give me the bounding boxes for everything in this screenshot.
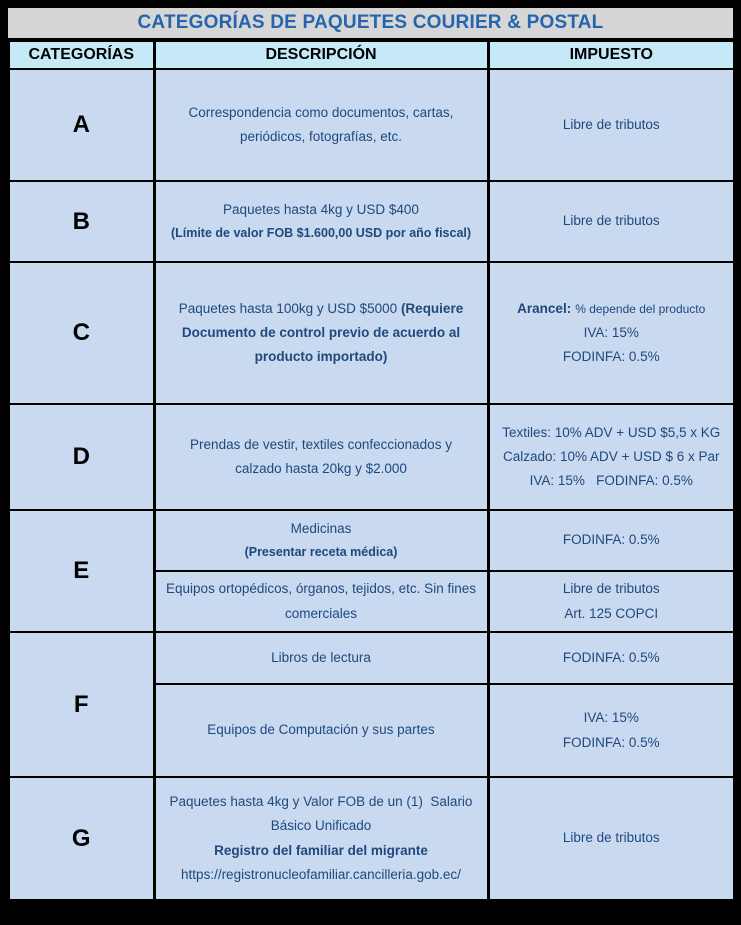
description-cell-e1: [154, 510, 488, 571]
description-cell-f2: [154, 684, 488, 777]
description-cell-e2: [154, 571, 488, 632]
description-text: Libros de lectura: [271, 649, 371, 665]
header-row: [9, 41, 734, 69]
description-text: Paquetes hasta 4kg y USD $400: [223, 202, 419, 218]
row-category-c: [9, 262, 734, 404]
tax-label: Arancel:: [517, 300, 572, 316]
row-category-d: [9, 404, 734, 510]
category-letter-e: E: [9, 510, 154, 632]
tax-cell-f1: [488, 632, 734, 684]
row-category-a: [9, 69, 734, 181]
col-header-categorias: CATEGORÍAS: [9, 41, 154, 69]
tax-line-textiles: Textiles: 10% ADV + USD $5,5 x KG: [502, 424, 721, 440]
registration-url: https://registronucleofamiliar.cancilleria.gob.ec/: [181, 866, 461, 882]
row-category-f-libros: [9, 632, 734, 684]
tax-line-iva: IVA: 15%: [583, 710, 639, 726]
tax-cell-d: [488, 404, 734, 510]
description-cell-g: [154, 777, 488, 900]
description-cell-c: [154, 262, 488, 404]
tax-line-libre: Libre de tributos: [562, 581, 660, 597]
tax-cell-a: [488, 69, 734, 181]
tax-text: Libre de tributos: [562, 213, 660, 229]
tax-line-fodinfa: FODINFA: 0.5%: [562, 349, 660, 365]
description-cell-a: [154, 69, 488, 181]
category-letter-b: B: [9, 181, 154, 262]
row-category-e-medicinas: [9, 510, 734, 571]
col-header-descripcion: DESCRIPCIÓN: [154, 41, 488, 69]
tax-line-arancel: [500, 297, 724, 321]
tax-text: Libre de tributos: [562, 116, 660, 132]
tax-line-iva: IVA: 15%: [583, 324, 639, 340]
description-text: Correspondencia como documentos, cartas, periódicos, fotografías, etc.: [188, 104, 458, 144]
description-text: Prendas de vestir, textiles confeccionados y calzado hasta 20kg y $2.000: [190, 436, 456, 476]
tax-text: FODINFA: 0.5%: [562, 532, 660, 548]
description-cell-f1: [154, 632, 488, 684]
description-note: (Presentar receta médica): [244, 545, 398, 560]
tax-cell-c: [488, 262, 734, 404]
category-letter-c: C: [9, 262, 154, 404]
description-text: Paquetes hasta 4kg y Valor FOB de un (1) Salario Básico Unificado: [169, 793, 477, 834]
tax-cell-e2: [488, 571, 734, 632]
description-segment: Paquetes hasta 100kg y USD $5000: [178, 300, 401, 316]
category-letter-d: D: [9, 404, 154, 510]
description-text: Equipos de Computación y sus partes: [207, 722, 435, 738]
tax-cell-b: [488, 181, 734, 262]
category-letter-g: G: [9, 777, 154, 900]
tax-cell-g: [488, 777, 734, 900]
tax-line-iva-fodinfa: IVA: 15% FODINFA: 0.5%: [529, 473, 693, 489]
category-letter-f: F: [9, 632, 154, 777]
tax-text: Libre de tributos: [562, 830, 660, 846]
category-letter-a: A: [9, 69, 154, 181]
tax-line-fodinfa: FODINFA: 0.5%: [562, 734, 660, 750]
tax-line-articulo: Art. 125 COPCI: [564, 605, 659, 621]
row-category-b: [9, 181, 734, 262]
description-cell-b: [154, 181, 488, 262]
tax-text: FODINFA: 0.5%: [562, 649, 660, 665]
description-text: [166, 297, 477, 370]
description-bold-segment: (Requiere Documento de control previo de acuerdo al producto importado): [181, 300, 467, 365]
tax-cell-f2: [488, 684, 734, 777]
col-header-impuesto: IMPUESTO: [488, 41, 734, 69]
tax-line-calzado: Calzado: 10% ADV + USD $ 6 x Par: [503, 448, 720, 464]
description-text: Medicinas: [290, 521, 352, 537]
description-text: Equipos ortopédicos, órganos, tejidos, etc. Sin fines comerciales: [166, 581, 480, 621]
description-cell-d: [154, 404, 488, 510]
tax-cell-e1: [488, 510, 734, 571]
description-bold-note: Registro del familiar del migrante: [214, 842, 428, 858]
tax-detail: % depende del producto: [575, 301, 706, 316]
table-title: CATEGORÍAS DE PAQUETES COURIER & POSTAL: [8, 8, 733, 38]
description-note: (Límite de valor FOB $1.600,00 USD por año fiscal): [170, 226, 472, 241]
categories-table: [8, 40, 735, 901]
row-category-g: [9, 777, 734, 900]
